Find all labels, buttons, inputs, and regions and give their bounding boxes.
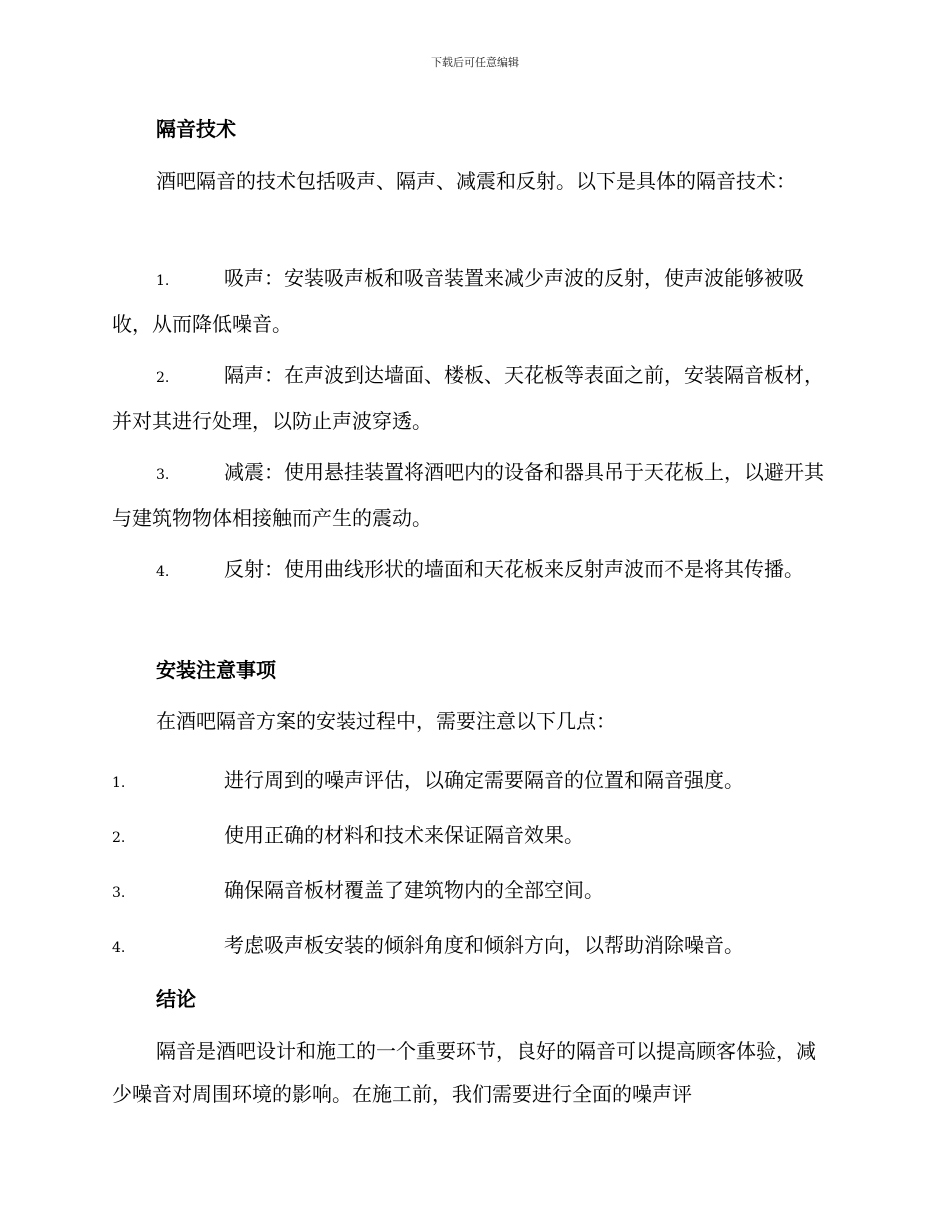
list-item xyxy=(112,929,834,958)
list-item xyxy=(112,548,834,594)
section1-intro-paragraph: 酒吧隔音的技术包括吸声、隔声、减震和反射。以下是具体的隔音技术： xyxy=(156,169,796,193)
list-item-text: 反射：使用曲线形状的墙面和天花板来反射声波而不是将其传播。 xyxy=(224,557,804,581)
list-item-text: 使用正确的材料和技术来保证隔音效果。 xyxy=(224,823,584,847)
list-item-text: 吸声：安装吸声板和吸音装置来减少声波的反射，使声波能够被吸收，从而降低噪音。 xyxy=(112,266,804,336)
list-item-text: 确保隔音板材覆盖了建筑物内的全部空间。 xyxy=(224,878,604,902)
section-heading-installation-notes: 安装注意事项 xyxy=(156,658,276,682)
list-item-number: 3. xyxy=(156,467,170,483)
list-item-text: 隔声：在声波到达墙面、楼板、天花板等表面之前，安装隔音板材，并对其进行处理，以防止声波穿透。 xyxy=(112,363,824,433)
section-heading-conclusion: 结论 xyxy=(156,987,196,1011)
list-item xyxy=(112,764,834,793)
list-item xyxy=(112,257,834,346)
section2-intro-paragraph: 在酒吧隔音方案的安装过程中，需要注意以下几点： xyxy=(156,709,616,733)
list-item-text: 进行周到的噪声评估，以确定需要隔音的位置和隔音强度。 xyxy=(224,768,744,792)
list-item-number: 4. xyxy=(112,940,126,956)
list-item-number: 1. xyxy=(112,775,126,791)
list-item-text: 考虑吸声板安装的倾斜角度和倾斜方向，以帮助消除噪音。 xyxy=(224,933,744,957)
list-item-number: 2. xyxy=(112,830,126,846)
list-item-text: 减震：使用悬挂装置将酒吧内的设备和器具吊于天花板上，以避开其与建筑物物体相接触而产生的震动。 xyxy=(112,460,824,530)
conclusion-paragraph: 隔音是酒吧设计和施工的一个重要环节，良好的隔音可以提高顾客体验，减少噪音对周围环境的影响。在施工前，我们需要进行全面的噪声评 xyxy=(112,1039,816,1106)
list-item xyxy=(112,819,834,848)
section-heading-soundproofing-tech: 隔音技术 xyxy=(156,117,236,141)
page-header-note: 下载后可任意编辑 xyxy=(431,56,519,69)
list-item-number: 2. xyxy=(156,370,170,386)
list-item-number: 3. xyxy=(112,885,126,901)
list-item xyxy=(112,354,834,443)
list-item-number: 1. xyxy=(156,273,170,289)
list-item xyxy=(112,874,834,903)
list-item xyxy=(112,451,834,540)
list-item-number: 4. xyxy=(156,564,170,580)
